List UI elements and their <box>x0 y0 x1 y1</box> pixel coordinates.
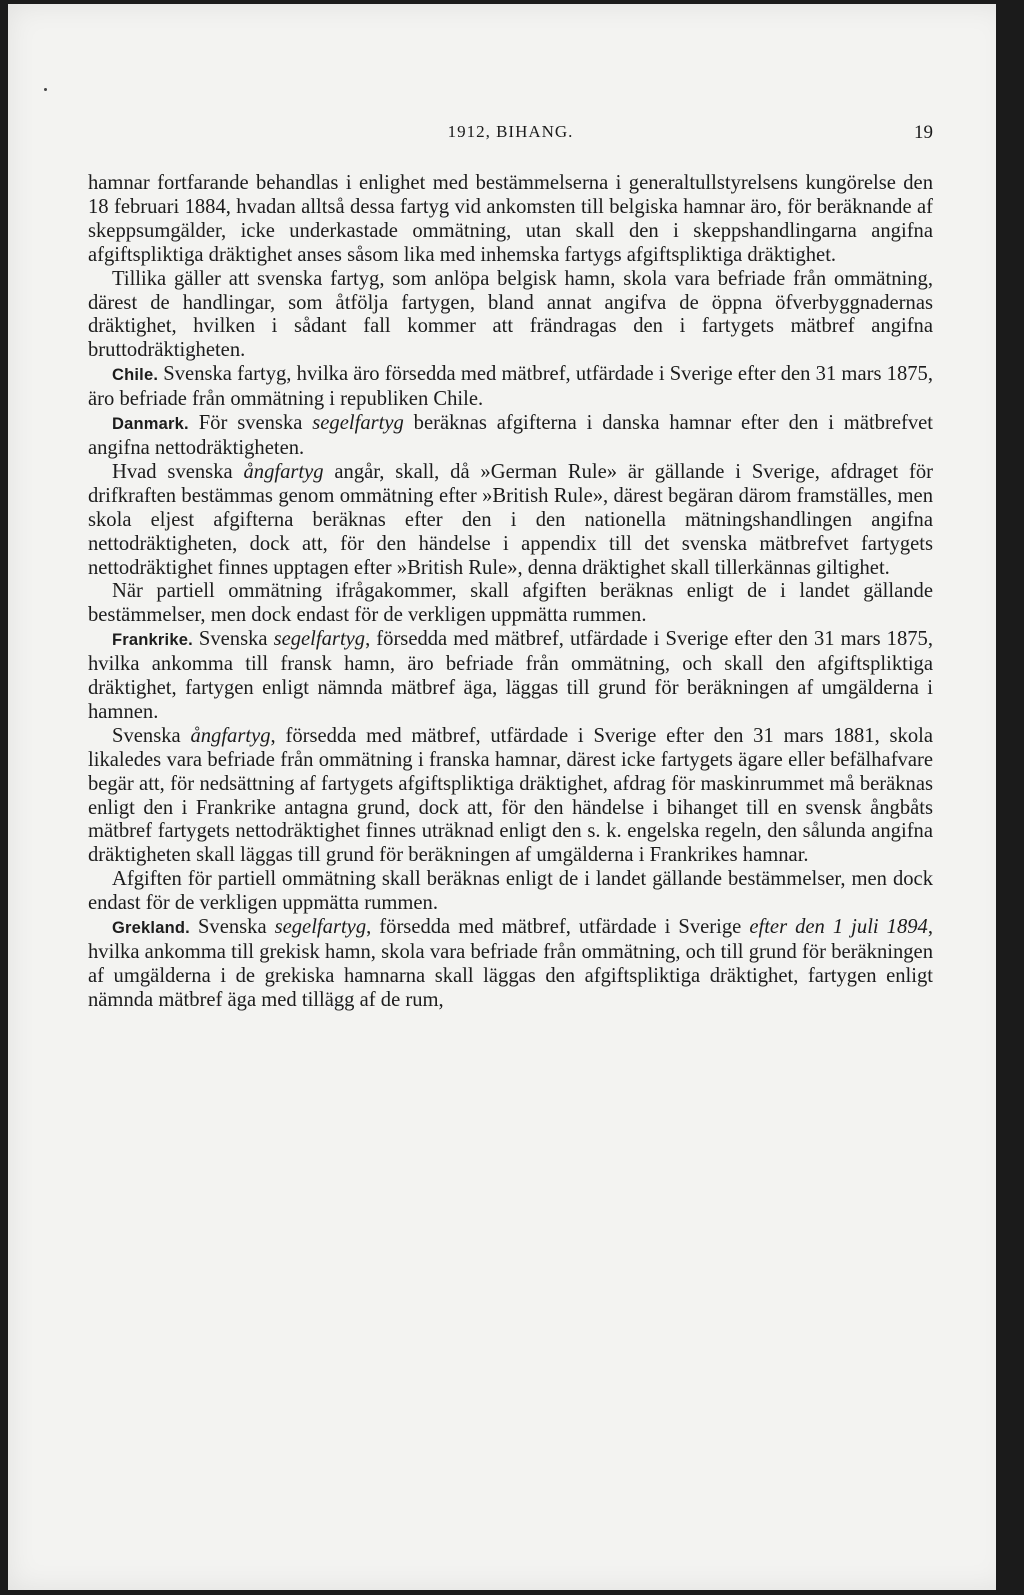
italic-term: ångfartyg <box>190 724 271 747</box>
italic-term: segelfartyg <box>312 412 404 435</box>
text-run: , hvilka ankomma till grekisk hamn, skola vara befriade från ommätning, och till grund för beräkningen af umgälderna i de grekiska hamnarna skall läggas den afgiftspliktiga dräktighet, fartygen enligt nämnda mätbref äga med tillägg af de rum, <box>88 916 934 1011</box>
paragraph-p8 <box>88 725 933 868</box>
text-run: , försedda med mätbref, utfärdade i Sverige <box>366 916 750 939</box>
text-run: angår, skall, då »German Rule» är gällande i Sverige, afdraget för drifkraften bestämmas genom ommätning efter »British Rule», därest begäran därom framställes, men skola eljest afgifterna beräknas efter den i den nationella mätningshandlingen angifna nettodräktigheten, dock att, för den händelse i appendix till det svenska mätbrefvet fartygets nettodräktighet finnes upptagen efter »British Rule», denna dräktighet skall tillerkännas giltighet. <box>88 460 934 579</box>
text-run: Svenska fartyg, hvilka äro försedda med mätbref, utfärdade i Sverige efter den 31 mars 1875, äro befriade från ommätning i republiken Chile. <box>88 363 933 411</box>
paragraph-p1 <box>88 172 933 268</box>
paragraph-p9 <box>88 868 933 916</box>
paragraph-p4 <box>88 412 933 461</box>
scan-edge <box>996 4 1010 1590</box>
italic-term: ångfartyg <box>243 460 324 483</box>
text-run: , försedda med mätbref, utfärdade i Sverige efter den 31 mars 1875, hvilka ankomma till fransk hamn, äro befriade från ommätning, och skall den afgiftspliktiga dräktighet, fartygen enligt nämnda mätbref äga, läggas till grund för beräkningen af umgälderna i hamnen. <box>88 628 933 723</box>
country-heading: Chile. <box>112 366 159 385</box>
scan-speck <box>44 88 47 91</box>
italic-term: efter den 1 juli 1894 <box>749 916 928 939</box>
paragraph-p7 <box>88 628 933 725</box>
text-run: Tillika gäller att svenska fartyg, som anlöpa belgisk hamn, skola vara befriade från ommätning, därest de handlingar, som åtfölja fartygen, bland annat angifva de öppna öfverbyggnadernas dräktighet, hvilken i sådant fall kommer att frändragas den i fartygets mätbref angifna bruttodräktigheten. <box>88 267 933 362</box>
text-run: hamnar fortfarande behandlas i enlighet med bestämmelserna i generaltullstyrelsens kungörelse den 18 februari 1884, hvadan alltså dessa fartyg vid ankomsten till belgiska hamnar äro, för beräknande af skeppsumgälder, icke underkastade ommätning, utan skall den i skeppshandlingarna angifna afgiftspliktiga dräktighet anses såsom lika med inhemska fartygs afgiftspliktiga dräktighet. <box>88 172 933 266</box>
text-run: Svenska <box>192 628 274 651</box>
text-run: beräknas afgifterna i danska hamnar efter den i mätbrefvet angifna nettodräktigheten. <box>88 412 933 459</box>
text-run: Svenska <box>112 724 191 747</box>
italic-term: segelfartyg <box>273 628 366 651</box>
paragraph-p6 <box>88 580 933 628</box>
document-page <box>8 4 1010 1590</box>
text-run: För svenska <box>188 412 313 435</box>
running-head: 1912, BIHANG. <box>447 122 574 141</box>
country-heading: Grekland. <box>112 919 190 938</box>
body-text <box>88 172 933 1013</box>
country-heading: Frankrike. <box>112 631 193 650</box>
italic-term: segelfartyg <box>274 916 367 939</box>
page-number: 19 <box>914 122 933 143</box>
paragraph-p3 <box>88 363 933 412</box>
text-run: När partiell ommätning ifrågakommer, skall afgiften beräknas enligt de i landet gällande bestämmelser, men dock endast för de verkligen uppmätta rummen. <box>88 580 933 627</box>
paragraph-p5 <box>88 461 933 581</box>
text-run: Hvad svenska <box>112 460 244 483</box>
text-run: Svenska <box>189 916 275 939</box>
paragraph-p2 <box>88 268 933 364</box>
paragraph-p10 <box>88 916 933 1013</box>
country-heading: Danmark. <box>112 415 189 434</box>
page-header <box>88 122 933 148</box>
text-run: , försedda med mätbref, utfärdade i Sverige efter den 31 mars 1881, skola likaledes vara befriade från ommätning i franska hamnar, därest icke fartygets ägare eller befälhafvare begär att, för nedsättning af fartygets afgiftspliktiga dräktighet, afdrag för maskinrummet må beräknas enligt den i Frankrike antagna grund, dock att, för den händelse i bihanget till en svensk ångbåts mätbref fartygets nettodräktighet finnes uträknad enligt den s. k. engelska regeln, den sålunda angifna dräktigheten skall läggas till grund för beräkningen af umgälderna i Frankrikes hamnar. <box>88 724 933 867</box>
text-run: Afgiften för partiell ommätning skall beräknas enligt de i landet gällande bestämmelser, men dock endast för de verkligen uppmätta rummen. <box>88 868 933 915</box>
